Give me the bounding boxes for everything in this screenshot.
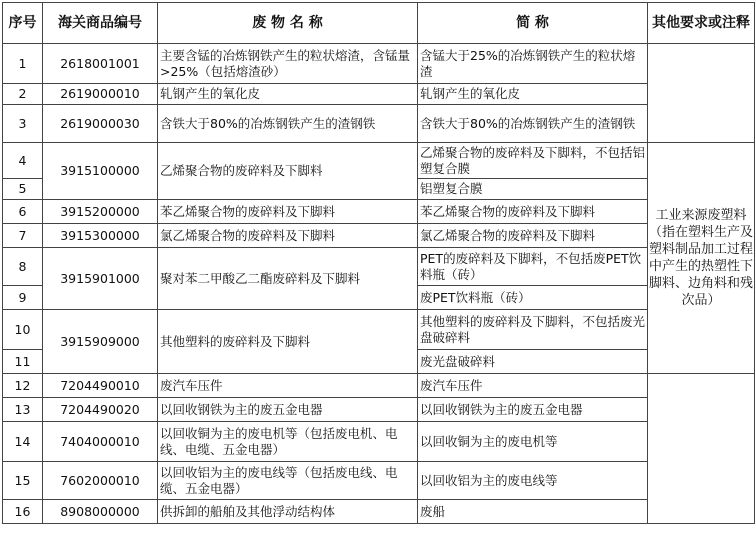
- cell-short: 含锰大于25%的冶炼钢铁产生的粒状熔渣: [418, 44, 648, 84]
- cell-seq: 8: [3, 248, 43, 286]
- cell-name: 主要含锰的冶炼钢铁产生的粒状熔渣，含锰量>25%（包括熔渣砂）: [158, 44, 418, 84]
- cell-seq: 2: [3, 84, 43, 105]
- cell-name: 其他塑料的废碎料及下脚料: [158, 310, 418, 374]
- cell-short: 其他塑料的废碎料及下脚料，不包括废光盘破碎料: [418, 310, 648, 350]
- cell-seq: 10: [3, 310, 43, 350]
- cell-name: 含铁大于80%的冶炼钢铁产生的渣钢铁: [158, 105, 418, 143]
- cell-short: 氯乙烯聚合物的废碎料及下脚料: [418, 224, 648, 248]
- table-row: [3, 143, 755, 179]
- cell-code: 7602000010: [43, 462, 158, 500]
- cell-code: 3915100000: [43, 143, 158, 200]
- cell-name: 以回收铜为主的废电机等（包括废电机、电线、电缆、五金电器）: [158, 422, 418, 462]
- table-row: [3, 374, 755, 398]
- cell-short: 以回收铜为主的废电机等: [418, 422, 648, 462]
- cell-code: 3915300000: [43, 224, 158, 248]
- cell-short: 废光盘破碎料: [418, 350, 648, 374]
- table-row: [3, 422, 755, 462]
- note-cell: 工业来源废塑料（指在塑料生产及塑料制品加工过程中产生的热塑性下脚料、边角料和残次品）: [648, 143, 755, 374]
- cell-code: 3915200000: [43, 200, 158, 224]
- cell-seq: 6: [3, 200, 43, 224]
- cell-code: 3915909000: [43, 310, 158, 374]
- cell-code: 8908000000: [43, 500, 158, 524]
- table-row: [3, 224, 755, 248]
- header-note: 其他要求或注释: [648, 3, 755, 44]
- cell-seq: 1: [3, 44, 43, 84]
- header-name: 废 物 名 称: [158, 3, 418, 44]
- cell-code: 7404000010: [43, 422, 158, 462]
- cell-short: 废船: [418, 500, 648, 524]
- waste-catalog-table: [2, 2, 755, 524]
- cell-short: 轧钢产生的氧化皮: [418, 84, 648, 105]
- cell-name: 以回收钢铁为主的废五金电器: [158, 398, 418, 422]
- header-code: 海关商品编号: [43, 3, 158, 44]
- cell-name: 苯乙烯聚合物的废碎料及下脚料: [158, 200, 418, 224]
- cell-code: 2618001001: [43, 44, 158, 84]
- table-row: [3, 398, 755, 422]
- cell-name: 轧钢产生的氧化皮: [158, 84, 418, 105]
- table-row: [3, 310, 755, 350]
- table-row: [3, 44, 755, 84]
- cell-seq: 5: [3, 179, 43, 200]
- cell-seq: 11: [3, 350, 43, 374]
- cell-short: 以回收铝为主的废电线等: [418, 462, 648, 500]
- cell-seq: 12: [3, 374, 43, 398]
- cell-name: 乙烯聚合物的废碎料及下脚料: [158, 143, 418, 200]
- cell-short: PET的废碎料及下脚料，不包括废PET饮料瓶（砖）: [418, 248, 648, 286]
- cell-seq: 9: [3, 286, 43, 310]
- cell-name: 废汽车压件: [158, 374, 418, 398]
- cell-short: 废汽车压件: [418, 374, 648, 398]
- cell-code: 2619000030: [43, 105, 158, 143]
- table-row: [3, 500, 755, 524]
- header-row: [3, 3, 755, 44]
- table-row: [3, 200, 755, 224]
- cell-name: 以回收铝为主的废电线等（包括废电线、电缆、五金电器）: [158, 462, 418, 500]
- cell-seq: 7: [3, 224, 43, 248]
- cell-code: 7204490020: [43, 398, 158, 422]
- table-row: [3, 84, 755, 105]
- cell-name: 聚对苯二甲酸乙二酯废碎料及下脚料: [158, 248, 418, 310]
- table-row: [3, 248, 755, 286]
- table-row: [3, 462, 755, 500]
- cell-short: 含铁大于80%的冶炼钢铁产生的渣钢铁: [418, 105, 648, 143]
- header-short: 简 称: [418, 3, 648, 44]
- cell-name: 供拆卸的船舶及其他浮动结构体: [158, 500, 418, 524]
- cell-short: 铝塑复合膜: [418, 179, 648, 200]
- header-seq: 序号: [3, 3, 43, 44]
- cell-code: 2619000010: [43, 84, 158, 105]
- cell-seq: 4: [3, 143, 43, 179]
- cell-seq: 13: [3, 398, 43, 422]
- cell-short: 以回收钢铁为主的废五金电器: [418, 398, 648, 422]
- cell-seq: 14: [3, 422, 43, 462]
- note-cell-empty: [648, 374, 755, 524]
- cell-short: 苯乙烯聚合物的废碎料及下脚料: [418, 200, 648, 224]
- cell-code: 7204490010: [43, 374, 158, 398]
- cell-short: 废PET饮料瓶（砖）: [418, 286, 648, 310]
- cell-seq: 3: [3, 105, 43, 143]
- cell-code: 3915901000: [43, 248, 158, 310]
- note-cell-empty: [648, 44, 755, 143]
- cell-seq: 15: [3, 462, 43, 500]
- table-row: [3, 105, 755, 143]
- cell-name: 氯乙烯聚合物的废碎料及下脚料: [158, 224, 418, 248]
- cell-seq: 16: [3, 500, 43, 524]
- cell-short: 乙烯聚合物的废碎料及下脚料，不包括铝塑复合膜: [418, 143, 648, 179]
